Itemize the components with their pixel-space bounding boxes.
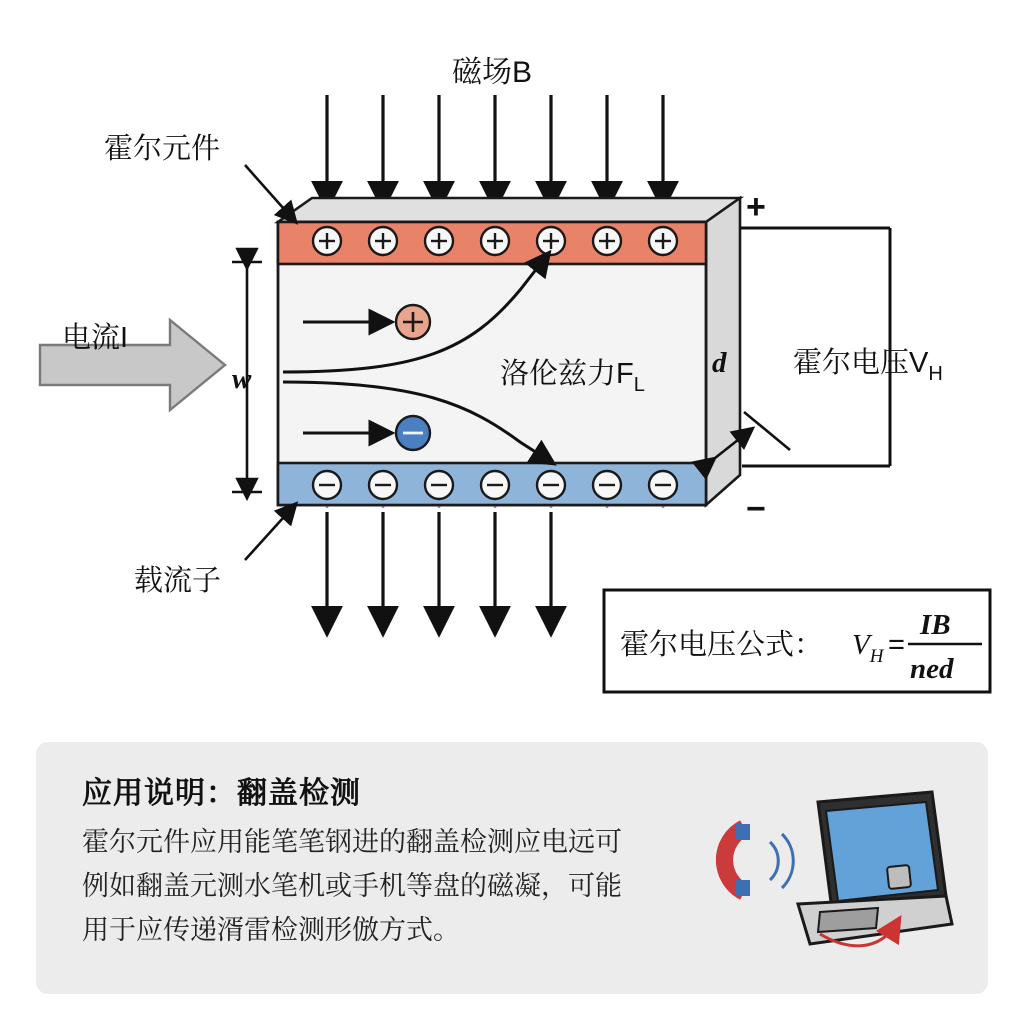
formula-label: 霍尔电压公式：: [620, 629, 824, 661]
application-note-title: 应用说明：翻盖检测: [82, 777, 361, 810]
formula-symbol: $V_H$: [852, 629, 884, 667]
thickness-symbol: d: [712, 347, 727, 379]
carrier-positive: [396, 305, 430, 339]
application-note-panel: [36, 742, 988, 994]
hall-element-label: 霍尔元件: [104, 133, 221, 165]
application-note-line: 例如翻盖元测水笔机或手机等盘的磁凝，可能: [82, 871, 622, 901]
carrier-negative: [396, 416, 430, 450]
carrier-label: 载流子: [134, 565, 222, 597]
application-note-line: 用于应传递湑雷检测形倣方式。: [82, 915, 460, 945]
magnetic-field-arrows-bottom: [327, 512, 551, 625]
terminal-minus-sign: −: [746, 490, 766, 528]
laptop-with-magnet-illustration: [700, 784, 960, 974]
magnet-icon: [724, 824, 793, 896]
hall-voltage-label: 霍尔电压$V_H$: [793, 347, 943, 385]
magnetic-field-label: 磁场B: [452, 56, 533, 89]
application-note-body: [82, 820, 742, 952]
formula-equals: =: [888, 629, 905, 661]
terminal-plus-sign: +: [746, 188, 766, 226]
width-symbol: w: [232, 363, 252, 395]
laptop-screen-icon: [818, 792, 946, 910]
application-note-line: 霍尔元件应用能笔笔钢进的翻盖检测应电远可: [82, 827, 622, 857]
formula-numerator: IB: [920, 609, 951, 641]
formula-denominator: ned: [910, 653, 954, 685]
lorentz-force-label: 洛伦兹力$F_L$: [500, 358, 645, 396]
hall-voltage-formula-box: [604, 590, 990, 692]
magnetic-field-arrows-top: [327, 95, 663, 200]
current-label: 电流I: [62, 322, 129, 354]
laptop-base-icon: [798, 896, 952, 944]
